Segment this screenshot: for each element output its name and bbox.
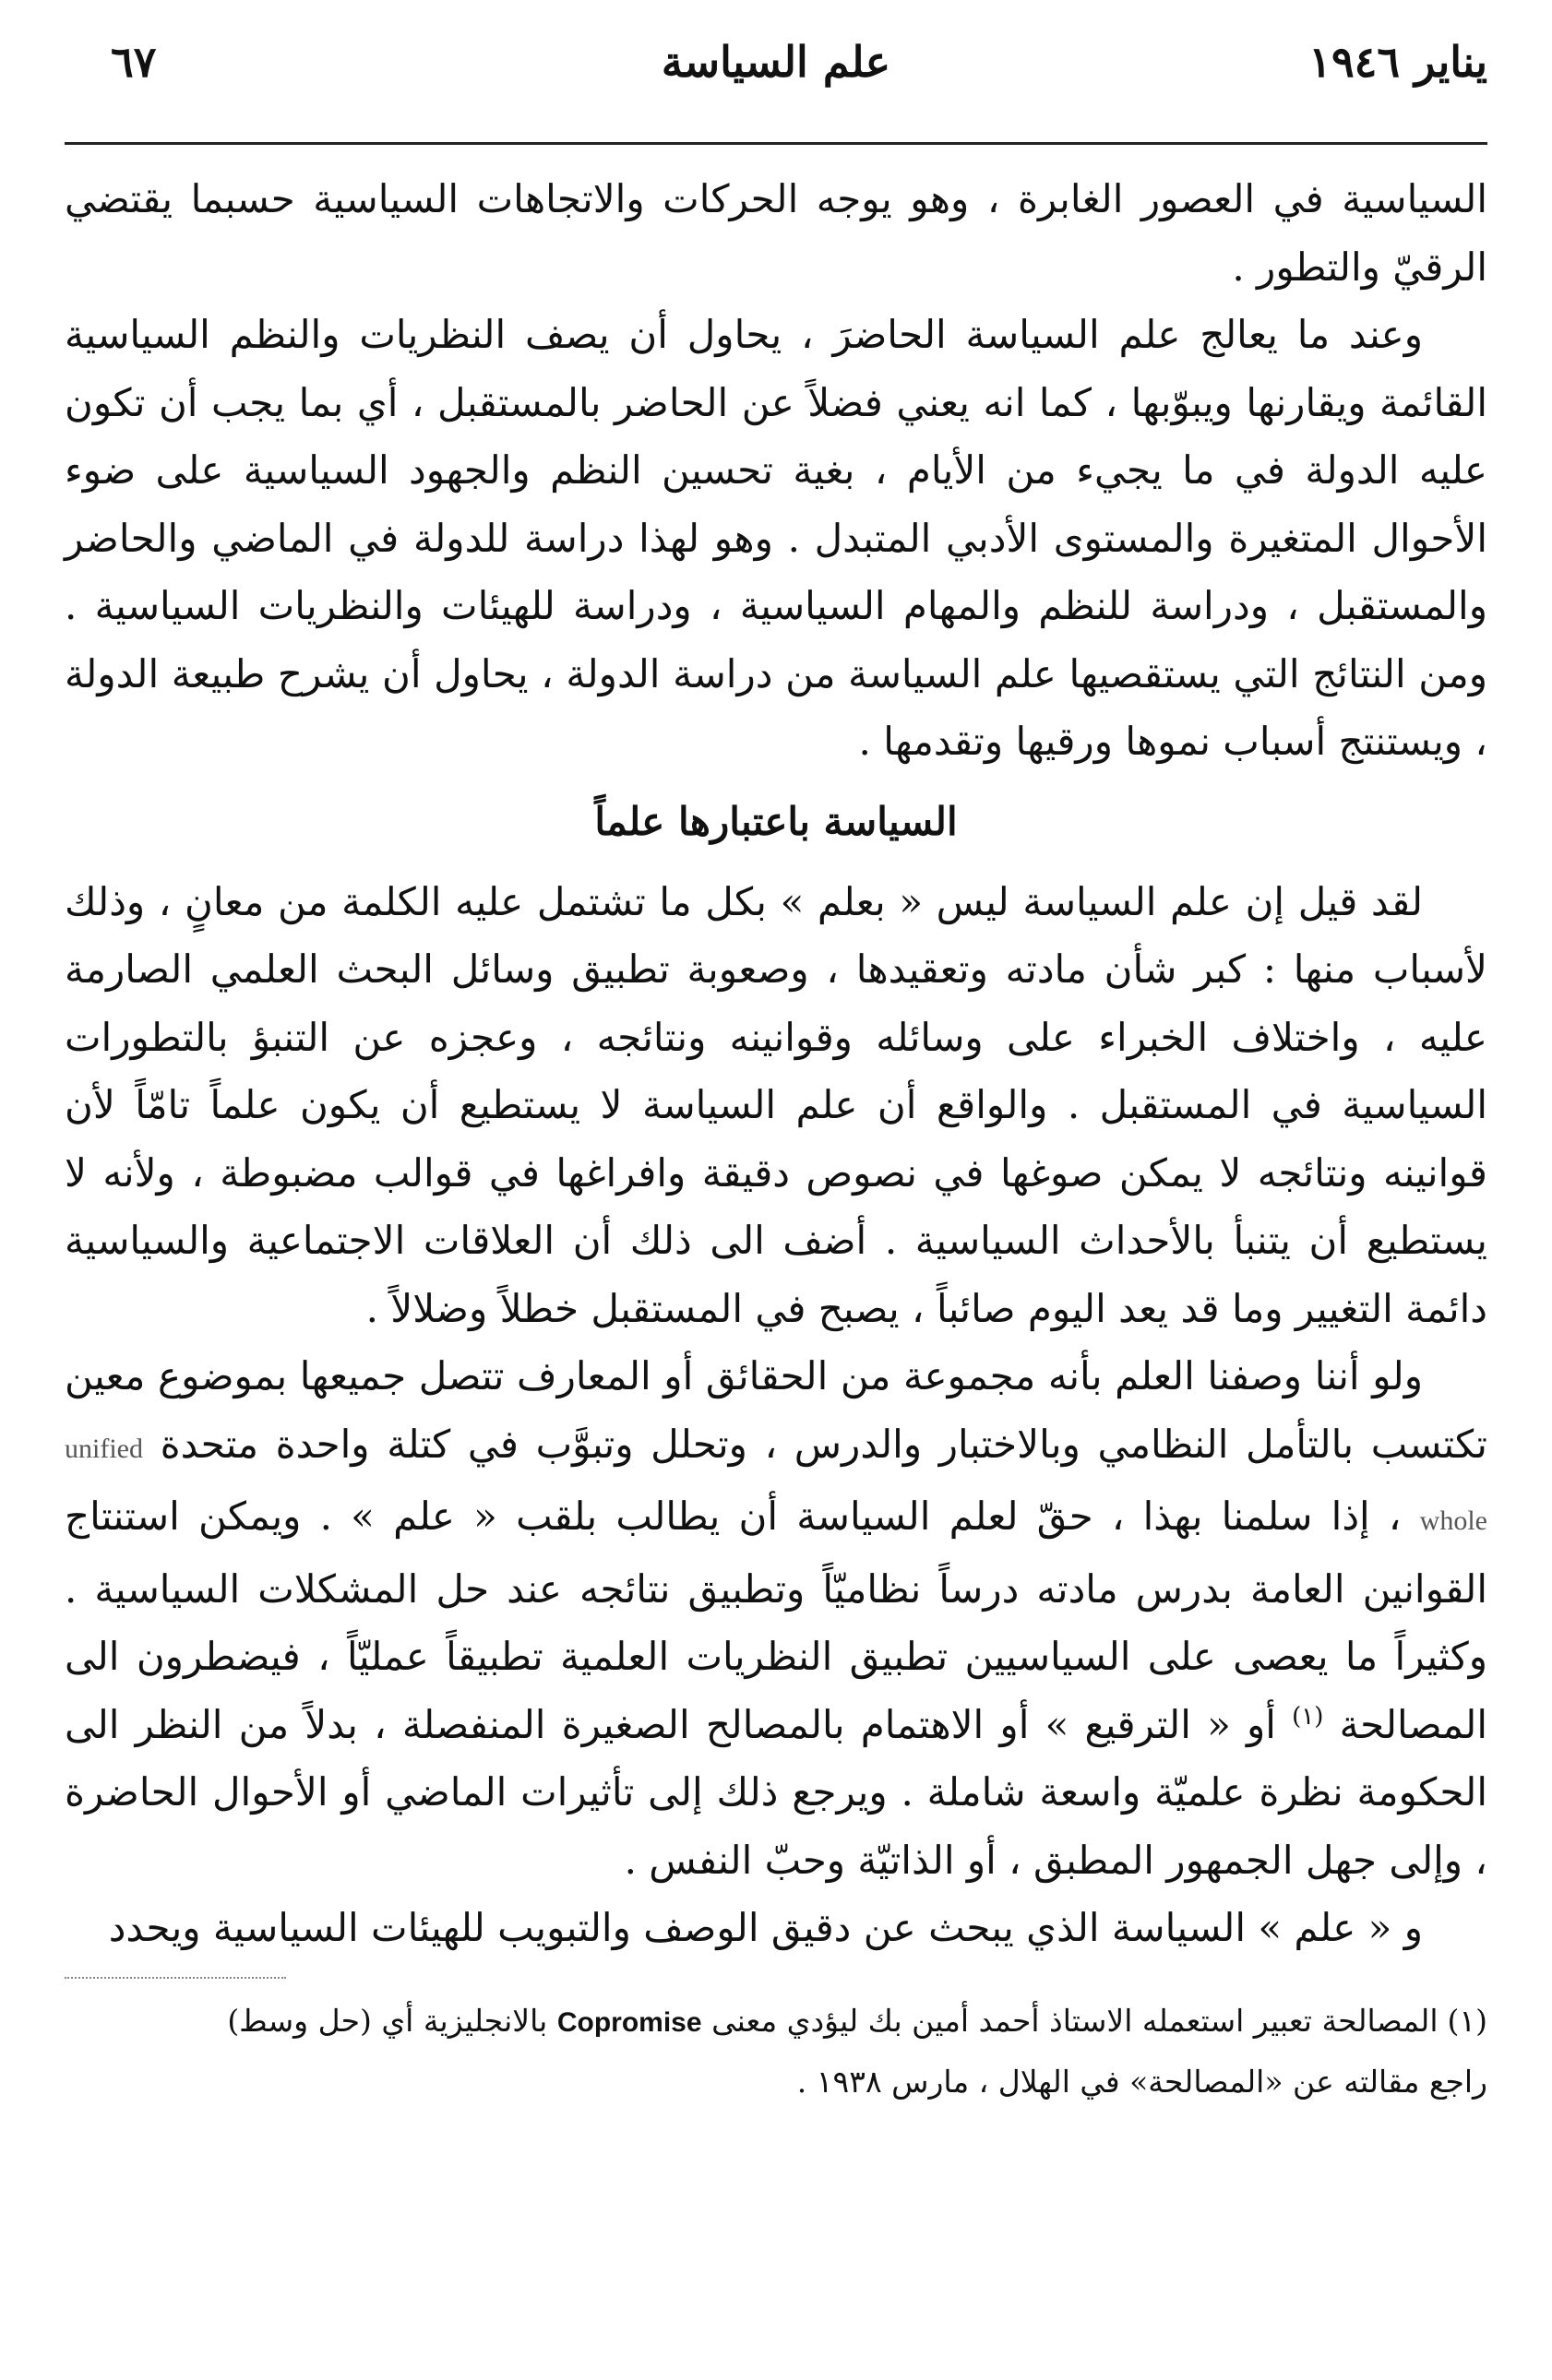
paragraph-4 (65, 1342, 1487, 1894)
paragraph-4-part-2: ، إذا سلمنا بهذا ، حقّ لعلم السياسة أن يطالب بلقب « علم » . ويمكن استنتاج القوانين العامة بدرس مادته درساً نظاميّاً وتطبيق نتائجه عند حل المشكلات السياسية . وكثيراً ما يعصى على السياسيين تطبيق النظريات العلمية تطبيقاً عمليّاً ، فيضطرون الى المصالحة (65, 1493, 1488, 1747)
page-number: ٦٧ (111, 37, 157, 87)
paragraph-3: لقد قيل إن علم السياسة ليس « بعلم » بكل ما تشتمل عليه الكلمة من معانٍ ، وذلك لأسباب منها : كبر شأن مادته وتعقيدها ، وصعوبة تطبيق وسائل البحث العلمي الصارمة عليه ، واختلاف الخبراء على وسائله وقوانينه ونتائجه ، وعجزه عن التنبؤ بالتطورات السياسية في المستقبل . والواقع أن علم السياسة لا يستطيع أن يكون علماً تامّاً لأن قوانينه ونتائجه لا يمكن صوغها في نصوص دقيقة وافراغها في قوالب مضبوطة ، ولأنه لا يستطيع أن يتنبأ بالأحداث السياسية . أضف الى ذلك أن العلاقات الاجتماعية والسياسية دائمة التغيير وما قد يعد اليوم صائباً ، يصبح في المستقبل خطلاً وضلالاً . (65, 878, 1487, 1331)
body-text (65, 165, 1487, 1962)
page-header (65, 37, 1487, 111)
header-date: يناير ١٩٤٦ (1308, 37, 1487, 87)
footnotes (65, 1992, 1487, 2112)
latin-term: unified whole (65, 1433, 1487, 1536)
footnote-number: (١) (1447, 2002, 1487, 2039)
header-title: علم السياسة (661, 37, 891, 87)
footnote-1-line-1 (65, 1992, 1487, 2053)
paragraph-4-part-3: أو « الترقيع » أو الاهتمام بالمصالح الصغيرة المنفصلة ، بدلاً من النظر الى الحكومة نظرة علميّة واسعة شاملة . ويرجع ذلك إلى تأثيرات الماضي أو الأحوال الحاضرة ، وإلى جهل الجمهور المطبق ، أو الذاتيّة وحبّ النفس . (65, 1701, 1487, 1883)
footnote-text-2: بالانجليزية أي (حل وسط) (227, 2002, 548, 2039)
footnote-separator (65, 1977, 286, 1979)
footnote-1-line-2: راجع مقالته عن «المصالحة» في الهلال ، مارس ١٩٣٨ . (796, 2063, 1487, 2100)
section-heading: السياسة باعتبارها علماً (594, 798, 958, 844)
document-page (65, 37, 1487, 2343)
paragraph-4-part-1: ولو أننا وصفنا العلم بأنه مجموعة من الحقائق أو المعارف تتصل جميعها بموضوع معين تكتسب بالتأمل النظامي وبالاختبار والدرس ، وتحلل وتبوَّب في كتلة واحدة متحدة (65, 1353, 1487, 1467)
paragraph-2: وعند ما يعالج علم السياسة الحاضرَ ، يحاول أن يصف النظريات والنظم السياسية القائمة ويقارنها ويبوّبها ، كما انه يعني فضلاً عن الحاضر بالمستقبل ، أي بما يجب أن تكون عليه الدولة في ما يجيء من الأيام ، بغية تحسين النظم والجهود السياسية على ضوء الأحوال المتغيرة والمستوى الأدبي المتبدل . وهو لهذا دراسة للدولة في الماضي والحاضر والمستقبل ، ودراسة للنظم والمهام السياسية ، ودراسة للهيئات والنظريات السياسية . ومن النتائج التي يستقصيها علم السياسة من دراسة الدولة ، يحاول أن يشرح طبيعة الدولة ، ويستنتج أسباب نموها ورقيها وتقدمها . (65, 312, 1487, 764)
paragraph-1: السياسية في العصور الغابرة ، وهو يوجه الحركات والاتجاهات السياسية حسبما يقتضي الرقيّ والتطور . (65, 176, 1487, 290)
footnote-text-1: المصالحة تعبير استعمله الاستاذ أحمد أمين بك ليؤدي معنى (711, 2002, 1439, 2039)
footnote-latin-term: Copromise (556, 2006, 702, 2038)
header-rule (65, 142, 1487, 145)
footnote-reference[interactable]: (١) (1292, 1702, 1324, 1731)
paragraph-5: و « علم » السياسة الذي يبحث عن دقيق الوصف والتبويب للهيئات السياسية ويحدد (108, 1905, 1423, 1950)
